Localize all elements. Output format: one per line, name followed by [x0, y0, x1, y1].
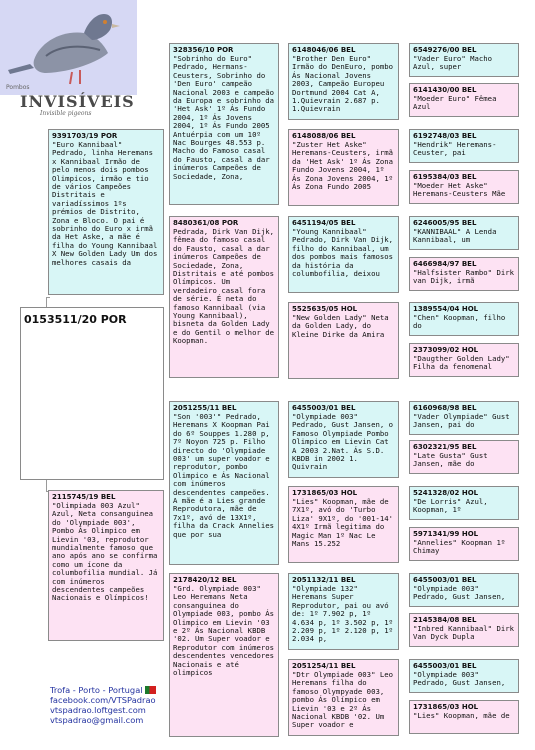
pigeon-description: "Late Gusta" Gust Jansen, mãe do — [413, 451, 493, 469]
pigeon-description: "Daugther Golden Lady" Filha da fenomenal — [413, 354, 515, 372]
dss-box — [288, 401, 399, 478]
ring-number: 2115745/19 BEL — [52, 493, 116, 501]
dds-box — [288, 573, 399, 650]
ring-number: 2051254/11 BEL — [292, 662, 356, 670]
gen4-box — [409, 129, 519, 163]
gen4-box — [409, 440, 519, 474]
connector-line — [46, 297, 50, 298]
ring-number: 6246005/95 BEL — [413, 219, 477, 227]
gen4-box — [409, 659, 519, 693]
ring-number: 1731865/03 HOL — [413, 703, 479, 711]
pigeon-description: "Euro Kannibaal" Pedrado, linha Heremans x Kannibaal Irmão de pelo menos dois pombos Olimpicos, irmão e tio de vários Campeões Distritais e variadíssimos 1ºs prémios de Distrito, Zona e Bloco. O pai é sobrinho do Euro x irmã da Het Aske, a mãe é filha do Young Kannibaal X New Golden Lady Um dos melhores casais da — [52, 140, 162, 267]
pigeon-description: "Sobrinho do Euro" Pedrado, Hermans-Ceusters, Sobrinho do 'Den Euro' campeão Nacional 2003 e campeão da Europa e sobrinho da 'Het Ask' 1º Ás Fundo 2004, 1º Ás Jovens 2004, 1º Ás Fundo 2005 Antuérpia com um 10º Nac Bourges 48.553 p. Macho do Famoso casal do Fausto, casal a dar inúmeros Campeões de Sociedade, Zona, — [173, 54, 279, 181]
pigeon-description: "Young Kannibaal" Pedrado, Dirk Van Dijk, filho do Kannibaal, um dos pombos mais famosos da história da columbofilia, deixou — [292, 227, 398, 279]
gen4-box — [409, 43, 519, 77]
gen4-box — [409, 486, 519, 520]
logo — [0, 0, 137, 118]
gen4-box — [409, 401, 519, 435]
pigeon-description: "Olimpiada 003 Azul" Azul, Neta consanguinea do 'Olympiade 003', Pombo Ás Olimpico em Lievin '03, reprodutor mundialmente famoso que ano após ano se confirma como um ícone da columbofilia mundial. Já com inúmeros descendentes campeões Nacionais e Olímpicos! — [52, 501, 162, 603]
pigeon-description: "Olympiade 003" Pedrado, Gust Jansen, o Famoso Olympiade Pombo Olimpico em Lievin Cat A 2003 2.Nat. Ás S.D. KBDB in 2002 1. Quivrain — [292, 412, 398, 472]
ring-number: 5971341/99 HOL — [413, 530, 479, 538]
ring-number: 1731865/03 HOL — [292, 489, 358, 497]
ring-number: 6455003/01 BEL — [413, 576, 477, 584]
gen4-box — [409, 302, 519, 336]
ring-number: 6466984/97 BEL — [413, 260, 477, 268]
pigeon-description: "Chen" Koopman, filho do — [413, 313, 510, 331]
pigeon-description: "Lies" Koopman, mãe de 7X1º, avó do 'Turbo Liza' 9X1º, do '001-14' 4X1º Irmã legitima do Magic Man 1º Nac Le Mans 15.252 — [292, 497, 398, 549]
sire-sire-box — [169, 43, 279, 205]
sire-box — [48, 129, 164, 295]
location-line — [50, 685, 180, 695]
brand-top-text: Pombos — [6, 84, 30, 91]
ddd-box — [288, 659, 399, 736]
pigeon-description: "Vader Olympiade" Gust Jansen, pai do — [413, 412, 515, 430]
ring-number: 6195384/03 BEL — [413, 173, 477, 181]
ring-number: 6549276/00 BEL — [413, 46, 477, 54]
ring-number: 6302321/95 BEL — [413, 443, 477, 451]
website-link[interactable]: vtspadrao.loftgest.com — [50, 705, 146, 715]
ring-number: 2178420/12 BEL — [173, 576, 237, 584]
ring-number: 5525635/05 HOL — [292, 305, 358, 313]
ring-number: 6455003/01 BEL — [292, 404, 356, 412]
pigeon-description: "Inbred Kannibaal" Dirk Van Dyck Dupla — [413, 624, 519, 642]
gen4-box — [409, 343, 519, 377]
contact-info — [50, 685, 180, 725]
ring-number: 5241328/02 HOL — [413, 489, 479, 497]
gen4-box — [409, 527, 519, 561]
ring-number: 8480361/08 POR — [173, 219, 239, 227]
pigeon-description: "Moeder Het Aske" Heremans-Ceusters Mãe — [413, 181, 506, 199]
pigeon-description: "Olympiade 132" Heremans Super Reprodutor, pai ou avó de: 1º 7.902 p, 1º 4.634 p, 1º 3.502 p, 1º 2.209 p, 1º 2.120 p, 1º 2.034 p, — [292, 584, 398, 644]
pigeon-description: "Grd. Olympiade 003" Leo Heremans Neta consanguinea do Olympiade 003, pombo Ás Olimpico em Lievin '03 e 2º Ás Nacional KBDB '02. Um Super voador e Reprodutor com inúmeros descendentes vencedores Nacionais e até olimpicos — [173, 584, 279, 678]
dam-box — [48, 490, 164, 641]
pigeon-description: "Halfsister Rambo" Dirk van Dijk, irmã — [413, 268, 519, 286]
pigeon-description: "KANNIBAAL" A Lenda Kannibaal, um — [413, 227, 501, 245]
pigeon-description: "Annelies" Koopman 1º Chimay — [413, 538, 510, 556]
dam-dam-box — [169, 573, 279, 737]
gen4-box — [409, 257, 519, 291]
ring-number: 328356/10 POR — [173, 46, 234, 54]
ring-number: 1389554/04 HOL — [413, 305, 479, 313]
ring-number: 6148046/06 BEL — [292, 46, 356, 54]
sdd-box — [288, 302, 399, 379]
pigeon-description: "De Lorris" Azul, Koopman, 1º — [413, 497, 493, 515]
pigeon-description: "Olympiade 003" Pedrado, Gust Jansen, — [413, 584, 506, 602]
brand-subtitle: Invisible pigeons — [40, 110, 92, 117]
gen4-box — [409, 216, 519, 250]
pigeon-description: "Dtr Olympiade 003" Leo Heremans filha do famoso Olympyade 003, pombo Ás Olímpico em Lievin '03 e 2º Ás Nacional KBDB '02. Um Super voador e — [292, 670, 398, 730]
ring-number: 6141430/00 BEL — [413, 86, 477, 94]
pigeon-description: "Olympiade 003" Pedrado, Gust Jansen, — [413, 670, 506, 688]
email-link[interactable]: vtspadrao@gmail.com — [50, 715, 144, 725]
sss-box — [288, 43, 399, 120]
ring-number: 2051255/11 BEL — [173, 404, 237, 412]
pigeon-icon — [0, 0, 137, 95]
gen4-box — [409, 170, 519, 204]
pigeon-description: "New Golden Lady" Neta da Golden Lady, do Kleine Dirke da Amira — [292, 313, 394, 339]
ring-number: 6451194/05 BEL — [292, 219, 356, 227]
pigeon-description: "Brother Den Euro" Irmão do DenEuro, pombo Ás Nacional Jovens 2003, Campeão Europeu Dortmund 2004 Cat A, 1.Quievrain 2.687 p. 1.Quievrain — [292, 54, 398, 114]
gen4-box — [409, 83, 519, 117]
ring-number: 6148088/06 BEL — [292, 132, 356, 140]
ring-number: 6192748/03 BEL — [413, 132, 477, 140]
ring-number: 2051132/11 BEL — [292, 576, 356, 584]
main-pigeon-box — [20, 307, 164, 480]
gen4-box — [409, 700, 519, 734]
ring-number: 2373099/02 HOL — [413, 346, 479, 354]
dsd-box — [288, 486, 399, 563]
ring-number: 9391703/19 POR — [52, 132, 118, 140]
brand-name: INVISÍVEIS — [20, 92, 135, 111]
pigeon-description: "Zuster Het Aske" Heremans-Ceusters, irmã da 'Het Ask' 1º Ás Zona Fundo Jovens 2004, 1º Ás Zona Jovens 2004, 1º Ás Zona Fundo 2005 — [292, 140, 398, 192]
sire-dam-box — [169, 216, 279, 378]
location-text: Trofa - Porto - Portugal — [50, 685, 143, 695]
dam-sire-box — [169, 401, 279, 565]
portugal-flag-icon — [145, 686, 156, 694]
ssd-box — [288, 129, 399, 206]
ring-number: 2145384/08 BEL — [413, 616, 477, 624]
gen4-box — [409, 613, 519, 647]
pigeon-description: "Vader Euro" Macho Azul, super — [413, 54, 497, 72]
pigeon-description: Pedrada, Dirk Van Dijk, fêmea do famoso casal do Fausto, casal a dar inúmeros Campeões de Sociedade, Zona, Distritais e até pombos Olímpicos. Um verdadeiro casal fora de série. É neta do famoso Kannibaal (via Young Kannibaal), bisneta da Golden Lady e do Gentil o melhor de Koopman. — [173, 227, 279, 346]
pigeon-description: "Lies" Koopman, mãe de — [413, 711, 510, 720]
main-pigeon-ring: 0153511/20 POR — [24, 313, 127, 326]
gen4-box — [409, 573, 519, 607]
pigeon-description: "Moeder Euro" Fêmea Azul — [413, 94, 501, 112]
facebook-link[interactable]: facebook.com/VTSPadrao — [50, 695, 156, 705]
pigeon-description: "Son '003'" Pedrado, Heremans X Koopman Pai do 6º Souppes 1.280 p, 7º Noyon 725 p. Filho directo do 'Olympiade 003' um super voador e reprodutor, pombo Olimpico e Ás Nacional com inúmeros descendentes campeões. A mãe é a Lies grande Reprodutora, mãe de 7x1º, avó de 13X1º, filha da Crack Annelies que por sua — [173, 412, 279, 539]
ring-number: 6455003/01 BEL — [413, 662, 477, 670]
pigeon-description: "Hendrik" Heremans-Ceuster, pai — [413, 140, 497, 158]
ring-number: 6160968/98 BEL — [413, 404, 477, 412]
sds-box — [288, 216, 399, 293]
